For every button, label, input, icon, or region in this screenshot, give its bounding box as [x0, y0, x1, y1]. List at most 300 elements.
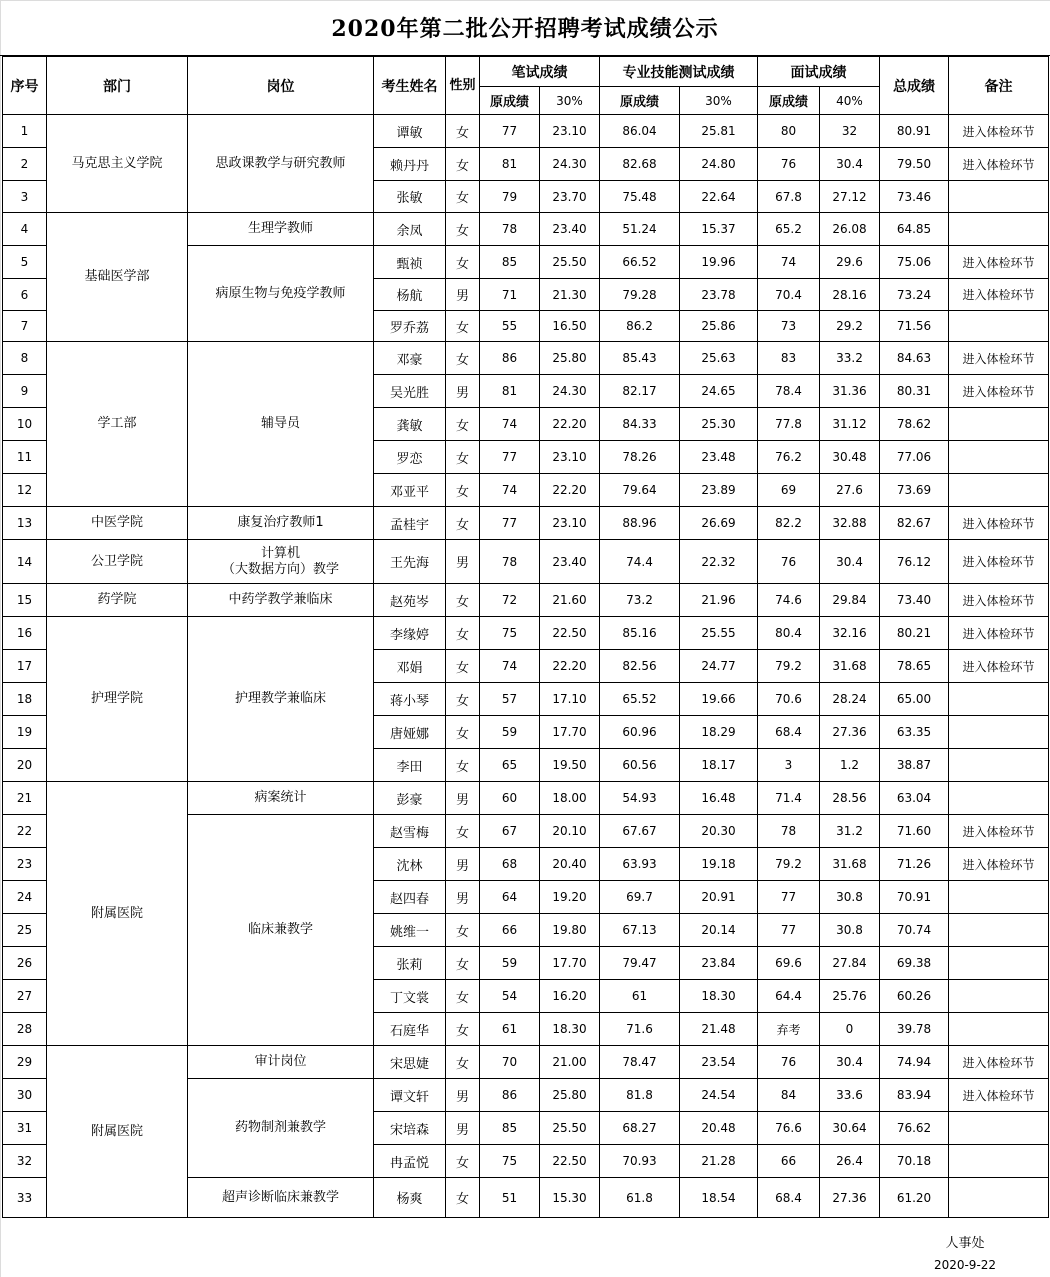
header-row-1 [3, 57, 1049, 87]
written-raw-cell: 55 [480, 311, 540, 342]
candidate-name-cell: 李田 [374, 749, 446, 782]
written-weighted-cell: 23.70 [540, 181, 600, 213]
interview-weighted-cell: 31.36 [820, 375, 880, 408]
note-cell [949, 1112, 1049, 1145]
interview-weighted-cell: 31.68 [820, 650, 880, 683]
interview-weighted-cell: 28.24 [820, 683, 880, 716]
skill-weighted-cell: 23.78 [680, 279, 758, 311]
dept-cell: 基础医学部 [47, 213, 188, 342]
note-cell: 进入体检环节 [949, 1046, 1049, 1079]
total-score-cell: 70.91 [880, 881, 949, 914]
interview-weighted-cell: 27.12 [820, 181, 880, 213]
total-score-cell: 76.12 [880, 540, 949, 584]
written-weighted-cell: 20.40 [540, 848, 600, 881]
skill-raw-cell: 63.93 [600, 848, 680, 881]
written-raw-cell: 75 [480, 617, 540, 650]
gender-cell: 女 [446, 181, 480, 213]
note-cell [949, 782, 1049, 815]
skill-raw-cell: 61 [600, 980, 680, 1013]
candidate-name-cell: 罗恋 [374, 441, 446, 474]
gender-cell: 女 [446, 980, 480, 1013]
header-gender: 性别 [446, 57, 480, 115]
candidate-name-cell: 甄祯 [374, 246, 446, 279]
interview-raw-cell: 76 [758, 148, 820, 181]
written-weighted-cell: 23.40 [540, 540, 600, 584]
gender-cell: 男 [446, 279, 480, 311]
written-raw-cell: 77 [480, 441, 540, 474]
interview-weighted-cell: 28.56 [820, 782, 880, 815]
seq-cell: 30 [3, 1079, 47, 1112]
written-raw-cell: 65 [480, 749, 540, 782]
gender-cell: 女 [446, 914, 480, 947]
table-row [3, 584, 1049, 617]
note-cell [949, 716, 1049, 749]
interview-weighted-cell: 30.4 [820, 540, 880, 584]
skill-weighted-cell: 18.29 [680, 716, 758, 749]
skill-raw-cell: 85.43 [600, 342, 680, 375]
written-raw-cell: 75 [480, 1145, 540, 1178]
gender-cell: 女 [446, 683, 480, 716]
interview-weighted-cell: 27.84 [820, 947, 880, 980]
candidate-name-cell: 张敏 [374, 181, 446, 213]
candidate-name-cell: 邓亚平 [374, 474, 446, 507]
skill-raw-cell: 79.28 [600, 279, 680, 311]
table-row [3, 507, 1049, 540]
table-row [3, 1046, 1049, 1079]
gender-cell: 女 [446, 311, 480, 342]
interview-raw-cell: 79.2 [758, 650, 820, 683]
total-score-cell: 80.21 [880, 617, 949, 650]
total-score-cell: 71.56 [880, 311, 949, 342]
interview-raw-cell: 70.6 [758, 683, 820, 716]
interview-raw-cell: 76 [758, 1046, 820, 1079]
score-table [2, 56, 1049, 1218]
skill-weighted-cell: 19.96 [680, 246, 758, 279]
written-raw-cell: 71 [480, 279, 540, 311]
interview-raw-cell: 弃考 [758, 1013, 820, 1046]
skill-raw-cell: 86.04 [600, 115, 680, 148]
gender-cell: 女 [446, 148, 480, 181]
table-row [3, 782, 1049, 815]
candidate-name-cell: 谭文轩 [374, 1079, 446, 1112]
total-score-cell: 63.04 [880, 782, 949, 815]
skill-raw-cell: 82.17 [600, 375, 680, 408]
interview-weighted-cell: 30.4 [820, 148, 880, 181]
seq-cell: 20 [3, 749, 47, 782]
skill-raw-cell: 51.24 [600, 213, 680, 246]
gender-cell: 女 [446, 1013, 480, 1046]
total-score-cell: 83.94 [880, 1079, 949, 1112]
skill-raw-cell: 66.52 [600, 246, 680, 279]
skill-weighted-cell: 24.80 [680, 148, 758, 181]
gender-cell: 女 [446, 408, 480, 441]
header-skill-raw: 原成绩 [600, 87, 680, 115]
note-cell [949, 1178, 1049, 1218]
interview-raw-cell: 68.4 [758, 1178, 820, 1218]
score-table-body [3, 115, 1049, 1218]
dept-cell: 附属医院 [47, 782, 188, 1046]
candidate-name-cell: 杨爽 [374, 1178, 446, 1218]
candidate-name-cell: 姚维一 [374, 914, 446, 947]
total-score-cell: 76.62 [880, 1112, 949, 1145]
candidate-name-cell: 余凤 [374, 213, 446, 246]
written-raw-cell: 72 [480, 584, 540, 617]
written-weighted-cell: 23.10 [540, 441, 600, 474]
interview-weighted-cell: 29.2 [820, 311, 880, 342]
total-score-cell: 70.74 [880, 914, 949, 947]
total-score-cell: 63.35 [880, 716, 949, 749]
interview-weighted-cell: 28.16 [820, 279, 880, 311]
interview-raw-cell: 77.8 [758, 408, 820, 441]
note-cell: 进入体检环节 [949, 279, 1049, 311]
note-cell [949, 881, 1049, 914]
skill-raw-cell: 79.47 [600, 947, 680, 980]
written-weighted-cell: 25.50 [540, 1112, 600, 1145]
written-raw-cell: 51 [480, 1178, 540, 1218]
interview-weighted-cell: 27.36 [820, 1178, 880, 1218]
candidate-name-cell: 宋培森 [374, 1112, 446, 1145]
header-written: 笔试成绩 [480, 57, 600, 87]
seq-cell: 25 [3, 914, 47, 947]
written-raw-cell: 70 [480, 1046, 540, 1079]
written-weighted-cell: 22.50 [540, 617, 600, 650]
candidate-name-cell: 沈林 [374, 848, 446, 881]
skill-raw-cell: 71.6 [600, 1013, 680, 1046]
written-weighted-cell: 16.20 [540, 980, 600, 1013]
total-score-cell: 73.69 [880, 474, 949, 507]
interview-weighted-cell: 33.6 [820, 1079, 880, 1112]
seq-cell: 15 [3, 584, 47, 617]
skill-weighted-cell: 19.18 [680, 848, 758, 881]
written-raw-cell: 59 [480, 716, 540, 749]
dept-cell: 公卫学院 [47, 540, 188, 584]
interview-raw-cell: 3 [758, 749, 820, 782]
gender-cell: 男 [446, 881, 480, 914]
skill-raw-cell: 84.33 [600, 408, 680, 441]
total-score-cell: 71.60 [880, 815, 949, 848]
skill-weighted-cell: 24.65 [680, 375, 758, 408]
interview-weighted-cell: 32.88 [820, 507, 880, 540]
written-raw-cell: 77 [480, 115, 540, 148]
written-weighted-cell: 18.00 [540, 782, 600, 815]
written-weighted-cell: 21.60 [540, 584, 600, 617]
gender-cell: 女 [446, 507, 480, 540]
header-skill-pct: 30% [680, 87, 758, 115]
dept-cell: 中医学院 [47, 507, 188, 540]
skill-weighted-cell: 16.48 [680, 782, 758, 815]
interview-weighted-cell: 26.4 [820, 1145, 880, 1178]
position-cell: 护理教学兼临床 [188, 617, 374, 782]
interview-weighted-cell: 31.68 [820, 848, 880, 881]
position-cell: 审计岗位 [188, 1046, 374, 1079]
interview-raw-cell: 67.8 [758, 181, 820, 213]
skill-raw-cell: 82.56 [600, 650, 680, 683]
skill-raw-cell: 61.8 [600, 1178, 680, 1218]
interview-raw-cell: 78.4 [758, 375, 820, 408]
written-weighted-cell: 25.80 [540, 1079, 600, 1112]
total-score-cell: 73.24 [880, 279, 949, 311]
written-weighted-cell: 17.70 [540, 716, 600, 749]
dept-cell: 药学院 [47, 584, 188, 617]
position-cell: 康复治疗教师1 [188, 507, 374, 540]
written-weighted-cell: 24.30 [540, 375, 600, 408]
seq-cell: 11 [3, 441, 47, 474]
note-cell [949, 441, 1049, 474]
interview-weighted-cell: 32 [820, 115, 880, 148]
interview-raw-cell: 71.4 [758, 782, 820, 815]
candidate-name-cell: 罗乔荔 [374, 311, 446, 342]
seq-cell: 2 [3, 148, 47, 181]
seq-cell: 10 [3, 408, 47, 441]
seq-cell: 31 [3, 1112, 47, 1145]
total-score-cell: 64.85 [880, 213, 949, 246]
dept-cell: 学工部 [47, 342, 188, 507]
total-score-cell: 65.00 [880, 683, 949, 716]
interview-raw-cell: 80.4 [758, 617, 820, 650]
interview-raw-cell: 83 [758, 342, 820, 375]
gender-cell: 女 [446, 716, 480, 749]
skill-raw-cell: 60.96 [600, 716, 680, 749]
note-cell [949, 947, 1049, 980]
candidate-name-cell: 宋思婕 [374, 1046, 446, 1079]
seq-cell: 32 [3, 1145, 47, 1178]
candidate-name-cell: 赵苑岑 [374, 584, 446, 617]
total-score-cell: 84.63 [880, 342, 949, 375]
skill-weighted-cell: 25.63 [680, 342, 758, 375]
candidate-name-cell: 唐娅娜 [374, 716, 446, 749]
candidate-name-cell: 冉孟悦 [374, 1145, 446, 1178]
interview-weighted-cell: 30.8 [820, 881, 880, 914]
note-cell: 进入体检环节 [949, 507, 1049, 540]
total-score-cell: 78.62 [880, 408, 949, 441]
interview-raw-cell: 73 [758, 311, 820, 342]
gender-cell: 女 [446, 1145, 480, 1178]
table-row [3, 115, 1049, 148]
seq-cell: 22 [3, 815, 47, 848]
seq-cell: 9 [3, 375, 47, 408]
seq-cell: 26 [3, 947, 47, 980]
skill-weighted-cell: 25.81 [680, 115, 758, 148]
total-score-cell: 75.06 [880, 246, 949, 279]
candidate-name-cell: 邓娟 [374, 650, 446, 683]
skill-raw-cell: 86.2 [600, 311, 680, 342]
gender-cell: 女 [446, 342, 480, 375]
written-weighted-cell: 25.50 [540, 246, 600, 279]
skill-weighted-cell: 22.64 [680, 181, 758, 213]
note-cell [949, 213, 1049, 246]
interview-weighted-cell: 32.16 [820, 617, 880, 650]
total-score-cell: 69.38 [880, 947, 949, 980]
gender-cell: 女 [446, 115, 480, 148]
gender-cell: 男 [446, 540, 480, 584]
header-written-pct: 30% [540, 87, 600, 115]
header-written-raw: 原成绩 [480, 87, 540, 115]
skill-weighted-cell: 18.30 [680, 980, 758, 1013]
total-score-cell: 39.78 [880, 1013, 949, 1046]
skill-weighted-cell: 21.28 [680, 1145, 758, 1178]
total-score-cell: 60.26 [880, 980, 949, 1013]
gender-cell: 男 [446, 1112, 480, 1145]
header-dept: 部门 [47, 57, 188, 115]
header-total: 总成绩 [880, 57, 949, 115]
header-interview-raw: 原成绩 [758, 87, 820, 115]
skill-weighted-cell: 20.91 [680, 881, 758, 914]
total-score-cell: 80.31 [880, 375, 949, 408]
candidate-name-cell: 吴光胜 [374, 375, 446, 408]
interview-weighted-cell: 31.2 [820, 815, 880, 848]
gender-cell: 男 [446, 375, 480, 408]
note-cell [949, 749, 1049, 782]
gender-cell: 女 [446, 584, 480, 617]
written-raw-cell: 68 [480, 848, 540, 881]
gender-cell: 女 [446, 1046, 480, 1079]
candidate-name-cell: 李缘婷 [374, 617, 446, 650]
candidate-name-cell: 王先海 [374, 540, 446, 584]
skill-raw-cell: 74.4 [600, 540, 680, 584]
skill-raw-cell: 73.2 [600, 584, 680, 617]
dept-cell: 护理学院 [47, 617, 188, 782]
interview-weighted-cell: 0 [820, 1013, 880, 1046]
skill-weighted-cell: 20.48 [680, 1112, 758, 1145]
skill-weighted-cell: 21.96 [680, 584, 758, 617]
seq-cell: 8 [3, 342, 47, 375]
candidate-name-cell: 杨航 [374, 279, 446, 311]
interview-raw-cell: 82.2 [758, 507, 820, 540]
interview-raw-cell: 77 [758, 914, 820, 947]
candidate-name-cell: 孟桂宇 [374, 507, 446, 540]
skill-raw-cell: 67.67 [600, 815, 680, 848]
total-score-cell: 79.50 [880, 148, 949, 181]
written-weighted-cell: 18.30 [540, 1013, 600, 1046]
position-cell: 病原生物与免疫学教师 [188, 246, 374, 342]
interview-raw-cell: 64.4 [758, 980, 820, 1013]
gender-cell: 女 [446, 246, 480, 279]
skill-weighted-cell: 25.86 [680, 311, 758, 342]
total-score-cell: 38.87 [880, 749, 949, 782]
interview-raw-cell: 74 [758, 246, 820, 279]
candidate-name-cell: 张莉 [374, 947, 446, 980]
skill-weighted-cell: 26.69 [680, 507, 758, 540]
written-weighted-cell: 21.00 [540, 1046, 600, 1079]
skill-weighted-cell: 20.14 [680, 914, 758, 947]
gender-cell: 女 [446, 441, 480, 474]
total-score-cell: 74.94 [880, 1046, 949, 1079]
written-raw-cell: 66 [480, 914, 540, 947]
written-raw-cell: 60 [480, 782, 540, 815]
skill-weighted-cell: 18.54 [680, 1178, 758, 1218]
interview-raw-cell: 66 [758, 1145, 820, 1178]
position-cell: 中药学教学兼临床 [188, 584, 374, 617]
written-weighted-cell: 22.20 [540, 408, 600, 441]
total-score-cell: 73.40 [880, 584, 949, 617]
skill-weighted-cell: 23.54 [680, 1046, 758, 1079]
position-cell: 药物制剂兼教学 [188, 1079, 374, 1178]
table-row [3, 617, 1049, 650]
interview-raw-cell: 80 [758, 115, 820, 148]
written-raw-cell: 67 [480, 815, 540, 848]
header-skill: 专业技能测试成绩 [600, 57, 758, 87]
interview-raw-cell: 74.6 [758, 584, 820, 617]
seq-cell: 29 [3, 1046, 47, 1079]
gender-cell: 女 [446, 474, 480, 507]
skill-weighted-cell: 24.54 [680, 1079, 758, 1112]
note-cell [949, 181, 1049, 213]
seq-cell: 18 [3, 683, 47, 716]
skill-raw-cell: 60.56 [600, 749, 680, 782]
seq-cell: 1 [3, 115, 47, 148]
seq-cell: 4 [3, 213, 47, 246]
written-weighted-cell: 17.10 [540, 683, 600, 716]
seq-cell: 17 [3, 650, 47, 683]
note-cell: 进入体检环节 [949, 342, 1049, 375]
seq-cell: 27 [3, 980, 47, 1013]
written-raw-cell: 54 [480, 980, 540, 1013]
seq-cell: 21 [3, 782, 47, 815]
skill-raw-cell: 81.8 [600, 1079, 680, 1112]
note-cell: 进入体检环节 [949, 375, 1049, 408]
note-cell [949, 474, 1049, 507]
note-cell: 进入体检环节 [949, 650, 1049, 683]
skill-raw-cell: 67.13 [600, 914, 680, 947]
interview-weighted-cell: 30.64 [820, 1112, 880, 1145]
interview-raw-cell: 84 [758, 1079, 820, 1112]
candidate-name-cell: 邓豪 [374, 342, 446, 375]
written-raw-cell: 78 [480, 213, 540, 246]
skill-raw-cell: 88.96 [600, 507, 680, 540]
written-weighted-cell: 23.40 [540, 213, 600, 246]
interview-weighted-cell: 29.84 [820, 584, 880, 617]
total-score-cell: 73.46 [880, 181, 949, 213]
skill-raw-cell: 82.68 [600, 148, 680, 181]
interview-raw-cell: 68.4 [758, 716, 820, 749]
candidate-name-cell: 赵雪梅 [374, 815, 446, 848]
seq-cell: 3 [3, 181, 47, 213]
gender-cell: 女 [446, 617, 480, 650]
dept-cell: 附属医院 [47, 1046, 188, 1218]
interview-raw-cell: 65.2 [758, 213, 820, 246]
interview-weighted-cell: 31.12 [820, 408, 880, 441]
written-raw-cell: 85 [480, 1112, 540, 1145]
position-cell: 思政课教学与研究教师 [188, 115, 374, 213]
skill-weighted-cell: 15.37 [680, 213, 758, 246]
written-weighted-cell: 21.30 [540, 279, 600, 311]
written-weighted-cell: 24.30 [540, 148, 600, 181]
skill-raw-cell: 69.7 [600, 881, 680, 914]
position-cell: 计算机 （大数据方向）教学 [188, 540, 374, 584]
note-cell: 进入体检环节 [949, 148, 1049, 181]
skill-weighted-cell: 23.89 [680, 474, 758, 507]
header-position: 岗位 [188, 57, 374, 115]
note-cell [949, 1013, 1049, 1046]
candidate-name-cell: 龚敏 [374, 408, 446, 441]
skill-raw-cell: 70.93 [600, 1145, 680, 1178]
interview-raw-cell: 79.2 [758, 848, 820, 881]
header-seq: 序号 [3, 57, 47, 115]
seq-cell: 6 [3, 279, 47, 311]
written-weighted-cell: 15.30 [540, 1178, 600, 1218]
interview-raw-cell: 70.4 [758, 279, 820, 311]
interview-weighted-cell: 30.4 [820, 1046, 880, 1079]
note-cell: 进入体检环节 [949, 848, 1049, 881]
table-row [3, 342, 1049, 375]
page-title: 2020年第二批公开招聘考试成绩公示 [0, 0, 1050, 56]
skill-weighted-cell: 23.84 [680, 947, 758, 980]
note-cell [949, 311, 1049, 342]
skill-weighted-cell: 18.17 [680, 749, 758, 782]
skill-weighted-cell: 25.55 [680, 617, 758, 650]
written-raw-cell: 86 [480, 342, 540, 375]
position-cell: 辅导员 [188, 342, 374, 507]
